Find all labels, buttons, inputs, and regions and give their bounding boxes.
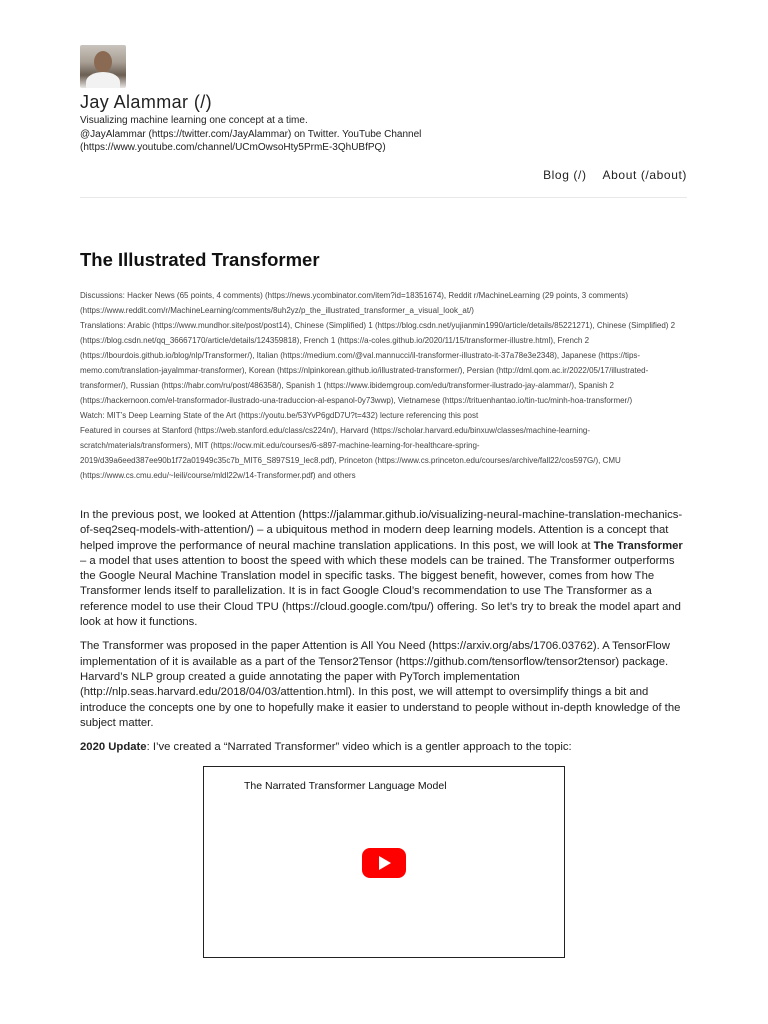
meta-discussions[interactable]: Discussions: Hacker News (65 points, 4 comments) (https://news.ycombinator.com/item?id=18351674), Reddit r/MachineLearning (29 points, 3 comments) (https://www.reddit.com/r/MachineLearning/comments/8uh2yz/p_the_illustrated_transformer_a_visual_look_at/) (80, 291, 629, 315)
avatar[interactable] (80, 45, 126, 88)
update-text: : I’ve created a “Narrated Transformer” video which is a gentler approach to the topic: (146, 741, 572, 754)
post-body (80, 508, 690, 764)
site-title-link[interactable]: Jay Alammar (/) (80, 92, 213, 112)
header-divider (80, 197, 687, 198)
site-tagline (80, 114, 500, 155)
main-nav (543, 168, 687, 182)
video-title[interactable]: The Narrated Transformer Language Model (244, 780, 447, 792)
paragraph-update (80, 740, 690, 755)
post-meta (80, 288, 690, 483)
video-embed[interactable] (203, 766, 565, 958)
avatar-head (94, 51, 112, 73)
meta-translations[interactable]: Translations: Arabic (https://www.mundhor.site/post/post14), Chinese (Simplified) 1 (https://blog.csdn.net/yujianmin1990/article/details/85221271), Chinese (Simplified) 2 (https://blog.csdn.net/qq_36667170/article/details/124359818), French 1 (https://a-coles.github.io/2020/11/15/transformer-illustre.html), French 2 (https://lbourdois.github.io/blog/nlp/Transformer/), Italian (https://medium.com/@val.mannucci/il-transformer-illustrato-it-37a78e3e2348), Japanese (https://tips-memo.com/translation-jayalmmar-transformer), Korean (https://nlpinkorean.github.io/illustrated-transformer/), Persian (http://dml.qom.ac.ir/2022/05/17/illustrated-transformer/), Russian (https://habr.com/ru/post/486358/), Spanish 1 (https://www.ibidemgroup.com/edu/transformer-ilustrado-jay-alammar/), Spanish 2 (https://hackernoon.com/el-transformador-ilustrado-una-traduccion-al-espanol-0y73wwp), Vietnamese (https://trituenhantao.io/tin-tuc/minh-hoa-transformer/) (80, 321, 676, 405)
intro-bold-transformer: The Transformer (593, 539, 683, 552)
paragraph-intro (80, 508, 690, 630)
meta-watch[interactable]: Watch: MIT’s Deep Learning State of the Art (https://youtu.be/53YvP6gdD7U?t=432) lecture referencing this post (80, 411, 479, 420)
update-label: 2020 Update (80, 741, 147, 754)
paragraph-paper: The Transformer was proposed in the paper Attention is All You Need (https://arxiv.org/abs/1706.03762). A TensorFlow implementation of it is available as a part of the Tensor2Tensor (https://github.com/tensorflow/tensor2tensor) package. Harvard’s NLP group created a guide annotating the paper with PyTorch implementation (http://nlp.seas.harvard.edu/2018/04/03/attention.html). In this post, we will attempt to oversimplify things a bit and introduce the concepts one by one to hopefully make it easier to understand to people without in-depth knowledge of the subject matter. (80, 640, 681, 729)
intro-text-b: – a model that uses attention to boost the speed with which these models can be trained. The Transformer outperforms the Google Neural Machine Translation model in specific tasks. The biggest benefit, however, comes from how The Transformer lends itself to parallelization. It is in fact Google Cloud’s recommendation to use The Transformer as a reference model to use their Cloud TPU (https://cloud.google.com/tpu/) offering. So let’s try to break the model apart and look at how it functions. (80, 554, 681, 629)
tagline-line-1: Visualizing machine learning one concept at a time. (80, 115, 308, 126)
avatar-body (86, 72, 120, 88)
intro-text-a: In the previous post, we looked at Attention (https://jalammar.github.io/visualizing-neural-machine-translation-mechanics-of-seq2seq-models-with-attention/) – a ubiquitous method in modern deep learning models. Attention is a concept that helped improve the performance of neural machine translation applications. In this post, we will look at (80, 509, 683, 552)
nav-blog-link[interactable]: Blog (/) (543, 168, 587, 182)
nav-about-link[interactable]: About (/about) (602, 168, 687, 182)
post-title: The Illustrated Transformer (80, 249, 320, 270)
tagline-line-2[interactable]: @JayAlammar (https://twitter.com/JayAlammar) on Twitter. YouTube Channel (https://www.youtube.com/channel/UCmOwsoHty5PrmE-3QhUBfPQ) (80, 128, 422, 153)
meta-featured[interactable]: Featured in courses at Stanford (https://web.stanford.edu/class/cs224n/), Harvard (https://scholar.harvard.edu/binxuw/classes/machine-learning-scratch/materials/transformers), MIT (https://ocw.mit.edu/courses/6-s897-machine-learning-for-healthcare-spring-2019/d39a6eed387ee90b1f72a01949c35c7b_MIT6_S897S19_lec8.pdf), Princeton (https://www.cs.princeton.edu/courses/archive/fall22/cos597G/), CMU (https://www.cs.cmu.edu/~leili/course/mldl22w/14-Transformer.pdf) and others (80, 426, 621, 480)
youtube-play-icon[interactable] (362, 848, 406, 878)
